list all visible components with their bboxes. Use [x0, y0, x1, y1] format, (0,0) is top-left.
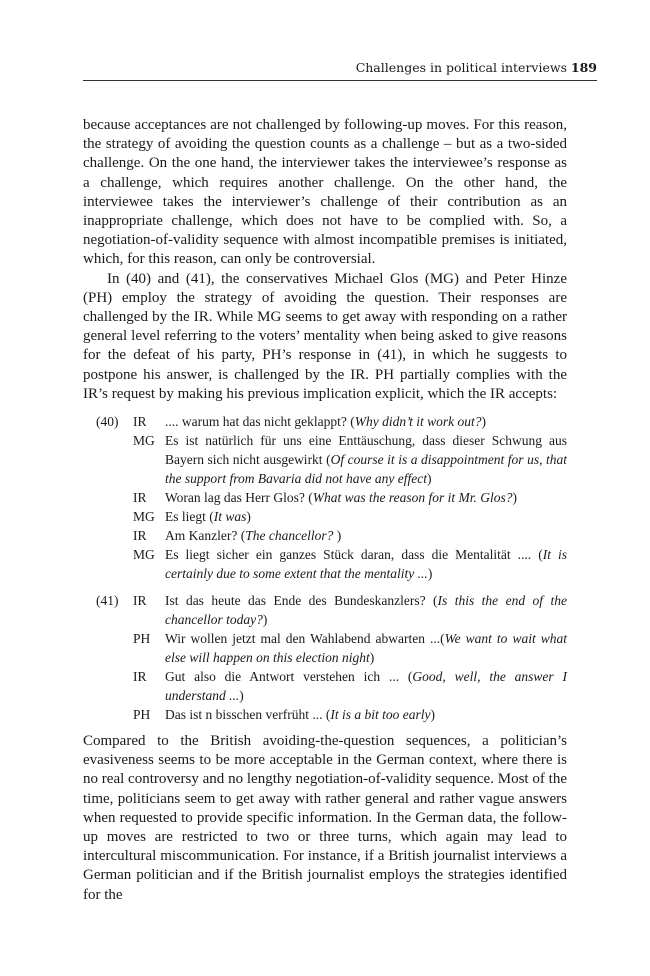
example-turn	[83, 667, 567, 705]
example-number: (40)	[96, 414, 119, 430]
speaker: MG	[133, 509, 155, 525]
example-41	[83, 591, 567, 724]
example-turn	[83, 705, 567, 724]
speaker: PH	[133, 707, 151, 723]
utterance: Wir wollen jetzt mal den Wahlabend abwarten ...(We want to wait what else will happen on this election night)	[165, 631, 567, 666]
example-turn	[83, 412, 567, 431]
speaker: IR	[133, 593, 147, 609]
utterance: Es liegt sicher ein ganzes Stück daran, dass die Mentalität .... (It is certainly due to some extent that the mentality ...)	[165, 547, 567, 582]
utterance: .... warum hat das nicht geklappt? (Why didn’t it work out?)	[165, 414, 486, 430]
speaker: MG	[133, 433, 155, 449]
utterance: Das ist n bisschen verfrüht ... (It is a bit too early)	[165, 707, 435, 723]
speaker: IR	[133, 528, 147, 544]
example-turn	[83, 545, 567, 583]
example-turn	[83, 507, 567, 526]
utterance: Ist das heute das Ende des Bundeskanzlers? (Is this the end of the chancellor today?)	[165, 593, 567, 628]
running-title: Challenges in political interviews	[355, 60, 567, 75]
paragraph: because acceptances are not challenged by following-up moves. For this reason, the strategy of avoiding the question counts as a challenge – but as a two-sided challenge. On the one hand, the interviewer takes the interviewee’s response as a challenge, which requires another challenge. On the other hand, the interviewee takes the interviewer’s challenge of their contribution as an inappropriate challenge, which does not have to be complied with. So, a negotiation-of-validity sequence with almost incompatible premises is initiated, which, for this reason, can only be controversial.	[83, 117, 567, 268]
paragraph: Compared to the British avoiding-the-question sequences, a politician’s evasiveness seems to be more acceptable in the German context, where there is no real controversy and no lengthy negotiation-of-validity sequence. Most of the time, politicians seem to get away with rather general and rather vague answers when requested to provide specific information. In the German data, the follow-up moves are restricted to two or three turns, which again may lead to intercultural miscommunication. For instance, if a British journalist interviews a German politician and if the British journalist employs the strategies identified for the	[83, 733, 567, 903]
speaker: IR	[133, 669, 147, 685]
example-turn	[83, 488, 567, 507]
example-40	[83, 412, 567, 583]
utterance: Gut also die Antwort verstehen ich ... (Good, well, the answer I understand ...)	[165, 669, 567, 704]
running-header	[83, 58, 597, 81]
page-number: 189	[570, 60, 597, 75]
paragraph: In (40) and (41), the conservatives Michael Glos (MG) and Peter Hinze (PH) employ the strategy of avoiding the question. Their responses are challenged by the IR. While MG seems to get away with responding on a rather general level referring to the voters’ mentality when being asked to give reasons for the defeat of his party, PH’s response in (41), in which he suggests to postpone his answer, is challenged by the IR. PH partially complies with the IR’s request by making his previous implication explicit, which the IR accepts:	[83, 270, 567, 402]
utterance: Es liegt (It was)	[165, 509, 251, 525]
speaker: PH	[133, 631, 151, 647]
speaker: IR	[133, 490, 147, 506]
example-turn	[83, 591, 567, 629]
utterance: Am Kanzler? (The chancellor? )	[165, 528, 342, 544]
example-number: (41)	[96, 593, 119, 609]
example-turn	[83, 431, 567, 488]
example-turn	[83, 526, 567, 545]
example-turn	[83, 629, 567, 667]
utterance: Woran lag das Herr Glos? (What was the reason for it Mr. Glos?)	[165, 490, 518, 506]
utterance: Es ist natürlich für uns eine Enttäuschung, dass dieser Schwung aus Bayern sich nicht ausgewirkt (Of course it is a disappointment for us, that the support from Bavaria did not have any effect)	[165, 433, 567, 487]
speaker: IR	[133, 414, 147, 430]
speaker: MG	[133, 547, 155, 563]
body-text	[83, 116, 567, 905]
